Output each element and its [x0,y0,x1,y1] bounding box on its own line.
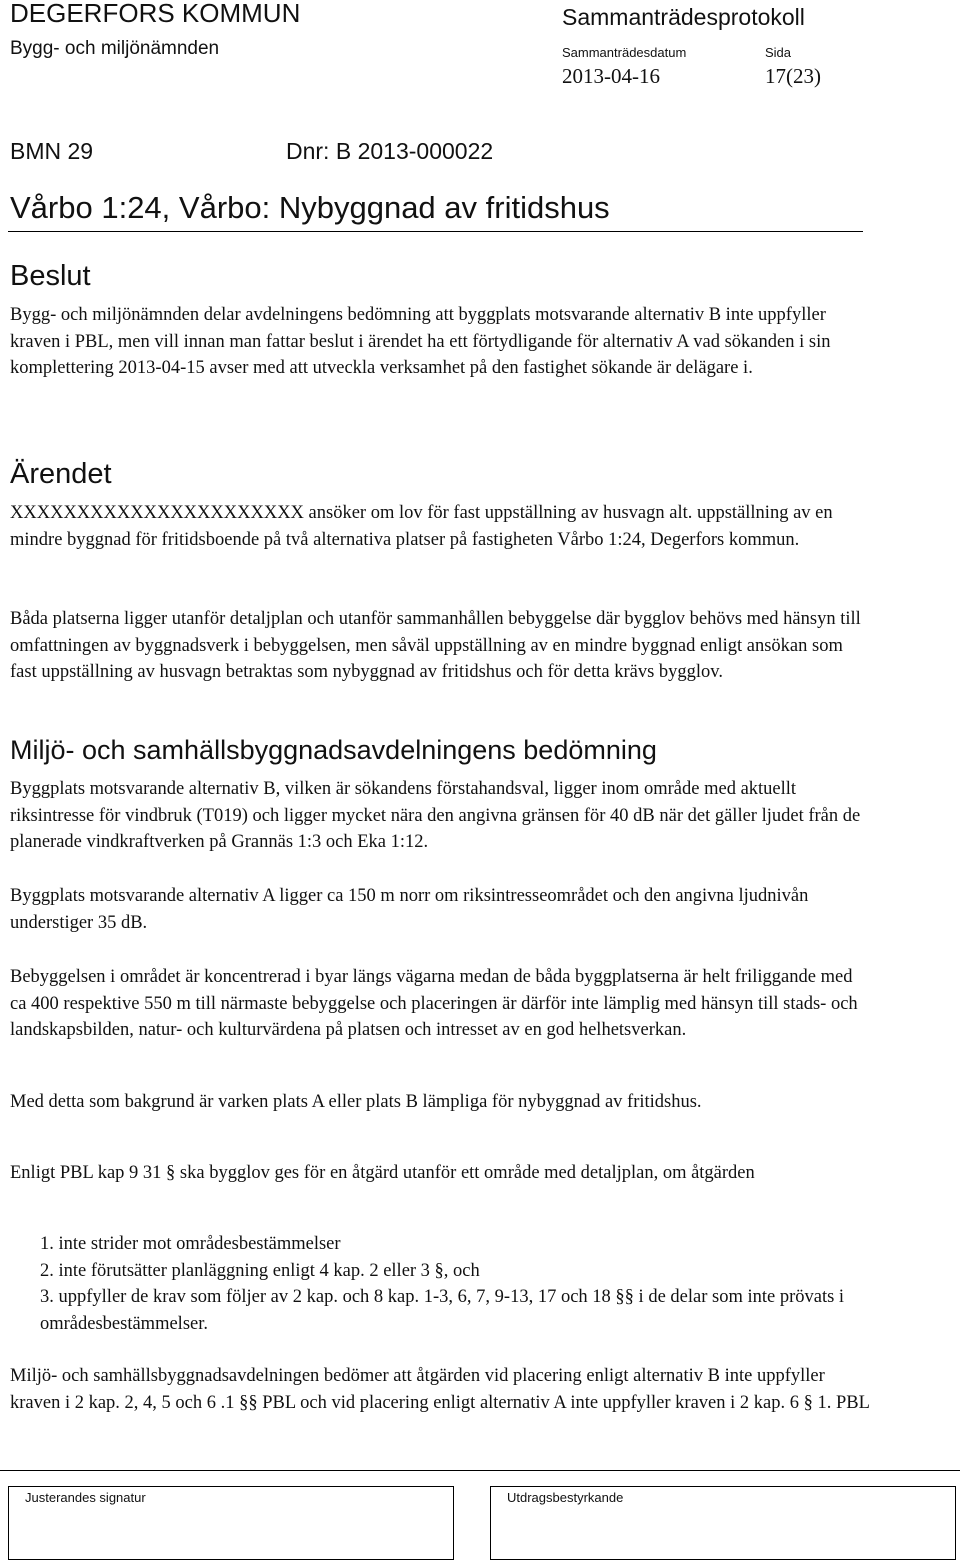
page-number: 17(23) [765,64,821,88]
signature-box [8,1486,454,1560]
committee-name: Bygg- och miljönämnden [10,38,220,59]
bedomning-paragraph: Byggplats motsvarande alternativ A ligger ca 150 m norr om riksintresseområdet och den angivna ljudnivån understiger 35 dB. [10,886,809,933]
bedomning-conclusion: Miljö- och samhällsbyggnadsavdelningen bedömer att åtgärden vid placering enligt alternativ B inte uppfyller kraven i 2 kap. 2, 4, 5 och 6 .1 §§ PBL och vid placering enligt alternativ A inte uppfyller kraven i 2 kap. 6 § 1. PBL [10,1366,870,1413]
case-title: Vårbo 1:24, Vårbo: Nybyggnad av fritidshus [10,190,610,225]
organization-name: DEGERFORS KOMMUN [10,0,301,28]
meeting-date: 2013-04-16 [562,64,660,88]
signature-label: Justerandes signatur [25,1490,146,1505]
bedomning-paragraph: Enligt PBL kap 9 31 § ska bygglov ges för en åtgärd utanför ett område med detaljplan, om åtgärden [10,1163,755,1183]
list-item: 3. uppfyller de krav som följer av 2 kap. och 8 kap. 1-3, 6, 7, 9-13, 17 och 18 §§ i de delar som inte prövats i områdesbestämmelser. [40,1287,845,1334]
paragraph-number: BMN 29 [10,138,94,164]
list-item: 2. inte förutsätter planläggning enligt 4 kap. 2 eller 3 §, och [40,1260,480,1281]
title-divider [8,231,863,232]
bedomning-paragraph: Med detta som bakgrund är varken plats A eller plats B lämpliga för nybyggnad av fritidshus. [10,1092,702,1112]
section-heading-arendet: Ärendet [10,458,112,490]
bedomning-paragraph: Byggplats motsvarande alternativ B, vilken är sökandens förstahandsval, ligger inom område med aktuellt riksintresse för vindbruk (T019) och ligger mycket nära den angivna gränsen för 40 dB när det gäller ljudet från de planerade vindkraftverken på Grannäs 1:3 och Eka 1:12. [10,779,861,852]
case-number: Dnr: B 2013-000022 [286,138,494,164]
arendet-paragraph: Båda platserna ligger utanför detaljplan och utanför sammanhållen bebyggelse där bygglov behövs med hänsyn till omfattningen av byggnadsverk i bebyggelsen, men såväl uppställning av en mindre byggnad enligt ansökan som fast uppställning av husvagn betraktas som nybyggnad av fritidshus och för detta krävs bygglov. [10,609,861,682]
arendet-paragraph: XXXXXXXXXXXXXXXXXXXXXX ansöker om lov för fast uppställning av husvagn alt. uppställning av en mindre byggnad för fritidsboende på två alternativa platser på fastigheten Vårbo 1:24, Degerfors kommun. [10,503,833,550]
meeting-date-label: Sammanträdesdatum [562,45,687,60]
bedomning-paragraph: Bebyggelsen i området är koncentrerad i byar längs vägarna medan de båda byggplatserna är helt friliggande med ca 400 respektive 550 m till närmaste bebyggelse och placeringen är därför inte lämplig med hänsyn till stads- och landskapsbilden, natur- och kulturvärdena på platsen och intresset av en god helhetsverkan. [10,967,858,1040]
beslut-text: Bygg- och miljönämnden delar avdelningens bedömning att byggplats motsvarande alternativ B inte uppfyller kraven i PBL, men vill innan man fattar beslut i ärendet ha ett förtydligande för alternativ A vad sökanden i sin komplettering 2013-04-15 avser med att utveckla verksamhet på den fastighet sökande är delägare i. [10,305,831,378]
section-heading-beslut: Beslut [10,260,91,292]
requirements-list [40,1231,870,1337]
section-heading-bedomning: Miljö- och samhällsbyggnadsavdelningens bedömning [10,735,657,765]
list-item: 1. inte strider mot områdesbestämmelser [40,1234,341,1254]
extract-certification-box [490,1486,956,1560]
extract-label: Utdragsbestyrkande [507,1490,624,1505]
footer-divider [0,1470,960,1471]
document-type: Sammanträdesprotokoll [562,4,805,30]
page-label: Sida [765,45,792,60]
